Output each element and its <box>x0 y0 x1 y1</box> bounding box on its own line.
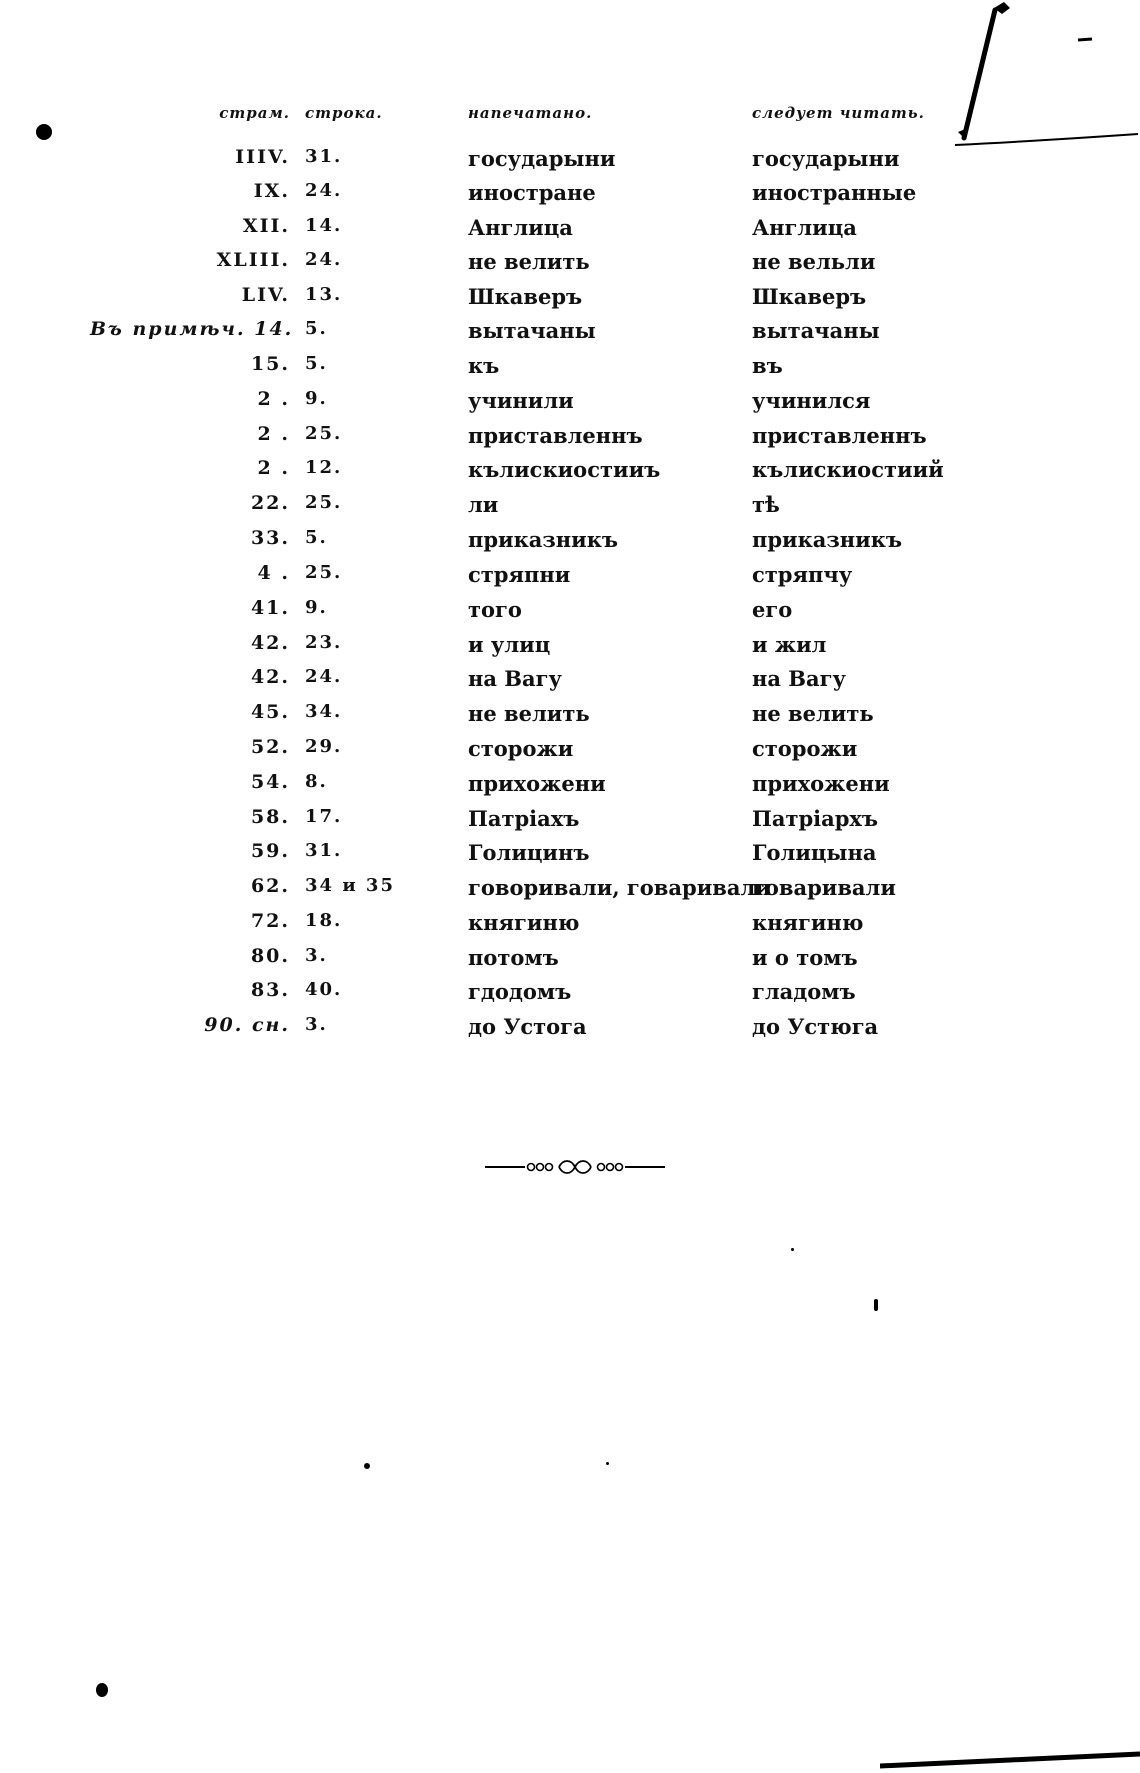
errata-row <box>0 215 1140 245</box>
line-number: 13. <box>305 284 343 305</box>
line-number: 31. <box>305 146 343 167</box>
errata-row <box>0 423 1140 453</box>
errata-row <box>0 284 1140 314</box>
line-number: 5. <box>305 527 328 548</box>
page-number: 15. <box>250 353 290 375</box>
corrected-text: его <box>752 597 793 622</box>
printed-text: княгиню <box>468 910 580 935</box>
page-number: 90. сн. <box>204 1014 290 1036</box>
line-number: 34 и 35 <box>305 875 395 896</box>
page-number: Въ примѣч. 14. <box>90 318 294 340</box>
page-number: IX. <box>253 180 290 202</box>
printed-text: Шкаверъ <box>468 284 583 309</box>
printed-text: къ <box>468 353 500 378</box>
line-number: 24. <box>305 249 343 270</box>
errata-row <box>0 146 1140 176</box>
page-number: 83. <box>250 979 290 1001</box>
printed-text: приставленнъ <box>468 423 643 448</box>
printed-text: иностране <box>468 180 596 205</box>
printed-text: стряпни <box>468 562 571 587</box>
line-number: 5. <box>305 318 328 339</box>
ornament-divider <box>485 1157 665 1177</box>
header-line: строка. <box>305 104 383 122</box>
errata-row <box>0 388 1140 418</box>
errata-row <box>0 666 1140 696</box>
page-number: 52. <box>250 736 290 758</box>
corrected-text: не вельли <box>752 249 876 274</box>
printed-text: на Вагу <box>468 666 562 691</box>
page-number: 2 . <box>257 423 290 445</box>
page-number: 80. <box>250 945 290 967</box>
printed-text: потомъ <box>468 945 559 970</box>
errata-row <box>0 910 1140 940</box>
page-number: 72. <box>250 910 290 932</box>
errata-row <box>0 806 1140 836</box>
line-number: 25. <box>305 423 343 444</box>
line-number: 3. <box>305 945 328 966</box>
printed-text: не велить <box>468 701 590 726</box>
printed-text: не велить <box>468 249 590 274</box>
page-number: 33. <box>250 527 290 549</box>
line-number: 8. <box>305 771 328 792</box>
errata-row <box>0 875 1140 905</box>
errata-row <box>0 353 1140 383</box>
page-number: 2 . <box>257 457 290 479</box>
line-number: 29. <box>305 736 343 757</box>
page-number: 54. <box>250 771 290 793</box>
errata-row <box>0 771 1140 801</box>
corrected-text: на Вагу <box>752 666 846 691</box>
errata-row <box>0 1014 1140 1044</box>
errata-row <box>0 527 1140 557</box>
corrected-text: гладомъ <box>752 979 856 1004</box>
line-number: 3. <box>305 1014 328 1035</box>
page-number: 4 . <box>257 562 290 584</box>
printed-text: ли <box>468 492 499 517</box>
corrected-text: въ <box>752 353 783 378</box>
printed-text: Патріахъ <box>468 806 580 831</box>
line-number: 9. <box>305 597 328 618</box>
corrected-text: кълискиостиий <box>752 457 944 482</box>
corrected-text: Шкаверъ <box>752 284 867 309</box>
corrected-text: приставленнъ <box>752 423 927 448</box>
line-number: 25. <box>305 492 343 513</box>
printed-text: того <box>468 597 522 622</box>
printed-text: и улиц <box>468 632 551 657</box>
line-number: 5. <box>305 353 328 374</box>
corrected-text: Голицына <box>752 840 877 865</box>
line-number: 25. <box>305 562 343 583</box>
errata-row <box>0 562 1140 592</box>
corrected-text: сторожи <box>752 736 858 761</box>
corrected-text: приказникъ <box>752 527 903 552</box>
errata-row <box>0 945 1140 975</box>
errata-row <box>0 701 1140 731</box>
printed-text: гдодомъ <box>468 979 572 1004</box>
page-number: 22. <box>250 492 290 514</box>
page-number: 45. <box>250 701 290 723</box>
speck-mark <box>606 1462 609 1465</box>
printed-text: государыни <box>468 146 616 171</box>
page-number: 58. <box>250 806 290 828</box>
page-number: 59. <box>250 840 290 862</box>
page-number: XII. <box>242 215 290 237</box>
errata-row <box>0 597 1140 627</box>
page-number: 42. <box>250 632 290 654</box>
line-number: 17. <box>305 806 343 827</box>
corrected-text: и жил <box>752 632 827 657</box>
line-number: 18. <box>305 910 343 931</box>
page-number: 41. <box>250 597 290 619</box>
corrected-text: и о томъ <box>752 945 858 970</box>
printed-text: Голицинъ <box>468 840 590 865</box>
page-number: 42. <box>250 666 290 688</box>
corner-scribble-mark <box>900 0 1140 160</box>
page-number: XLIII. <box>216 249 290 271</box>
errata-row <box>0 457 1140 487</box>
printed-text: вытачаны <box>468 318 596 343</box>
ink-blot-mark <box>96 1683 108 1697</box>
speck-mark <box>874 1299 878 1311</box>
corrected-text: прихожени <box>752 771 890 796</box>
corrected-text: не велить <box>752 701 874 726</box>
line-number: 24. <box>305 666 343 687</box>
header-should-read: следует читать. <box>752 104 925 122</box>
line-number: 14. <box>305 215 343 236</box>
line-number: 9. <box>305 388 328 409</box>
bottom-edge-mark <box>880 1748 1140 1773</box>
corrected-text: иностранные <box>752 180 917 205</box>
line-number: 12. <box>305 457 343 478</box>
printed-text: Англица <box>468 215 573 240</box>
line-number: 23. <box>305 632 343 653</box>
speck-mark <box>791 1248 794 1251</box>
corrected-text: учинился <box>752 388 871 413</box>
errata-row <box>0 249 1140 279</box>
printed-text: говоривали, говаривали <box>468 875 771 900</box>
corrected-text: говаривали <box>752 875 896 900</box>
errata-row <box>0 180 1140 210</box>
printed-text: до Устога <box>468 1014 587 1039</box>
errata-row <box>0 632 1140 662</box>
errata-row <box>0 840 1140 870</box>
printed-text: приказникъ <box>468 527 619 552</box>
page-number: 2 . <box>257 388 290 410</box>
corrected-text: княгиню <box>752 910 864 935</box>
corrected-text: стряпчу <box>752 562 853 587</box>
errata-row <box>0 318 1140 348</box>
line-number: 40. <box>305 979 343 1000</box>
page-number: IIIV. <box>235 146 290 168</box>
errata-row <box>0 492 1140 522</box>
printed-text: прихожени <box>468 771 606 796</box>
printed-text: сторожи <box>468 736 574 761</box>
errata-table-header <box>0 104 1140 134</box>
speck-mark <box>364 1463 370 1469</box>
header-page: страм. <box>219 104 290 122</box>
corrected-text: тѣ <box>752 492 780 517</box>
line-number: 34. <box>305 701 343 722</box>
corrected-text: до Устюга <box>752 1014 879 1039</box>
printed-text: кълискиостииъ <box>468 457 661 482</box>
corrected-text: вытачаны <box>752 318 880 343</box>
corrected-text: государыни <box>752 146 900 171</box>
corrected-text: Патріархъ <box>752 806 879 831</box>
errata-row <box>0 736 1140 766</box>
printed-text: учинили <box>468 388 574 413</box>
corrected-text: Англица <box>752 215 857 240</box>
header-printed: напечатано. <box>468 104 593 122</box>
page-number: LIV. <box>241 284 290 306</box>
errata-row <box>0 979 1140 1009</box>
line-number: 24. <box>305 180 343 201</box>
page-number: 62. <box>250 875 290 897</box>
line-number: 31. <box>305 840 343 861</box>
